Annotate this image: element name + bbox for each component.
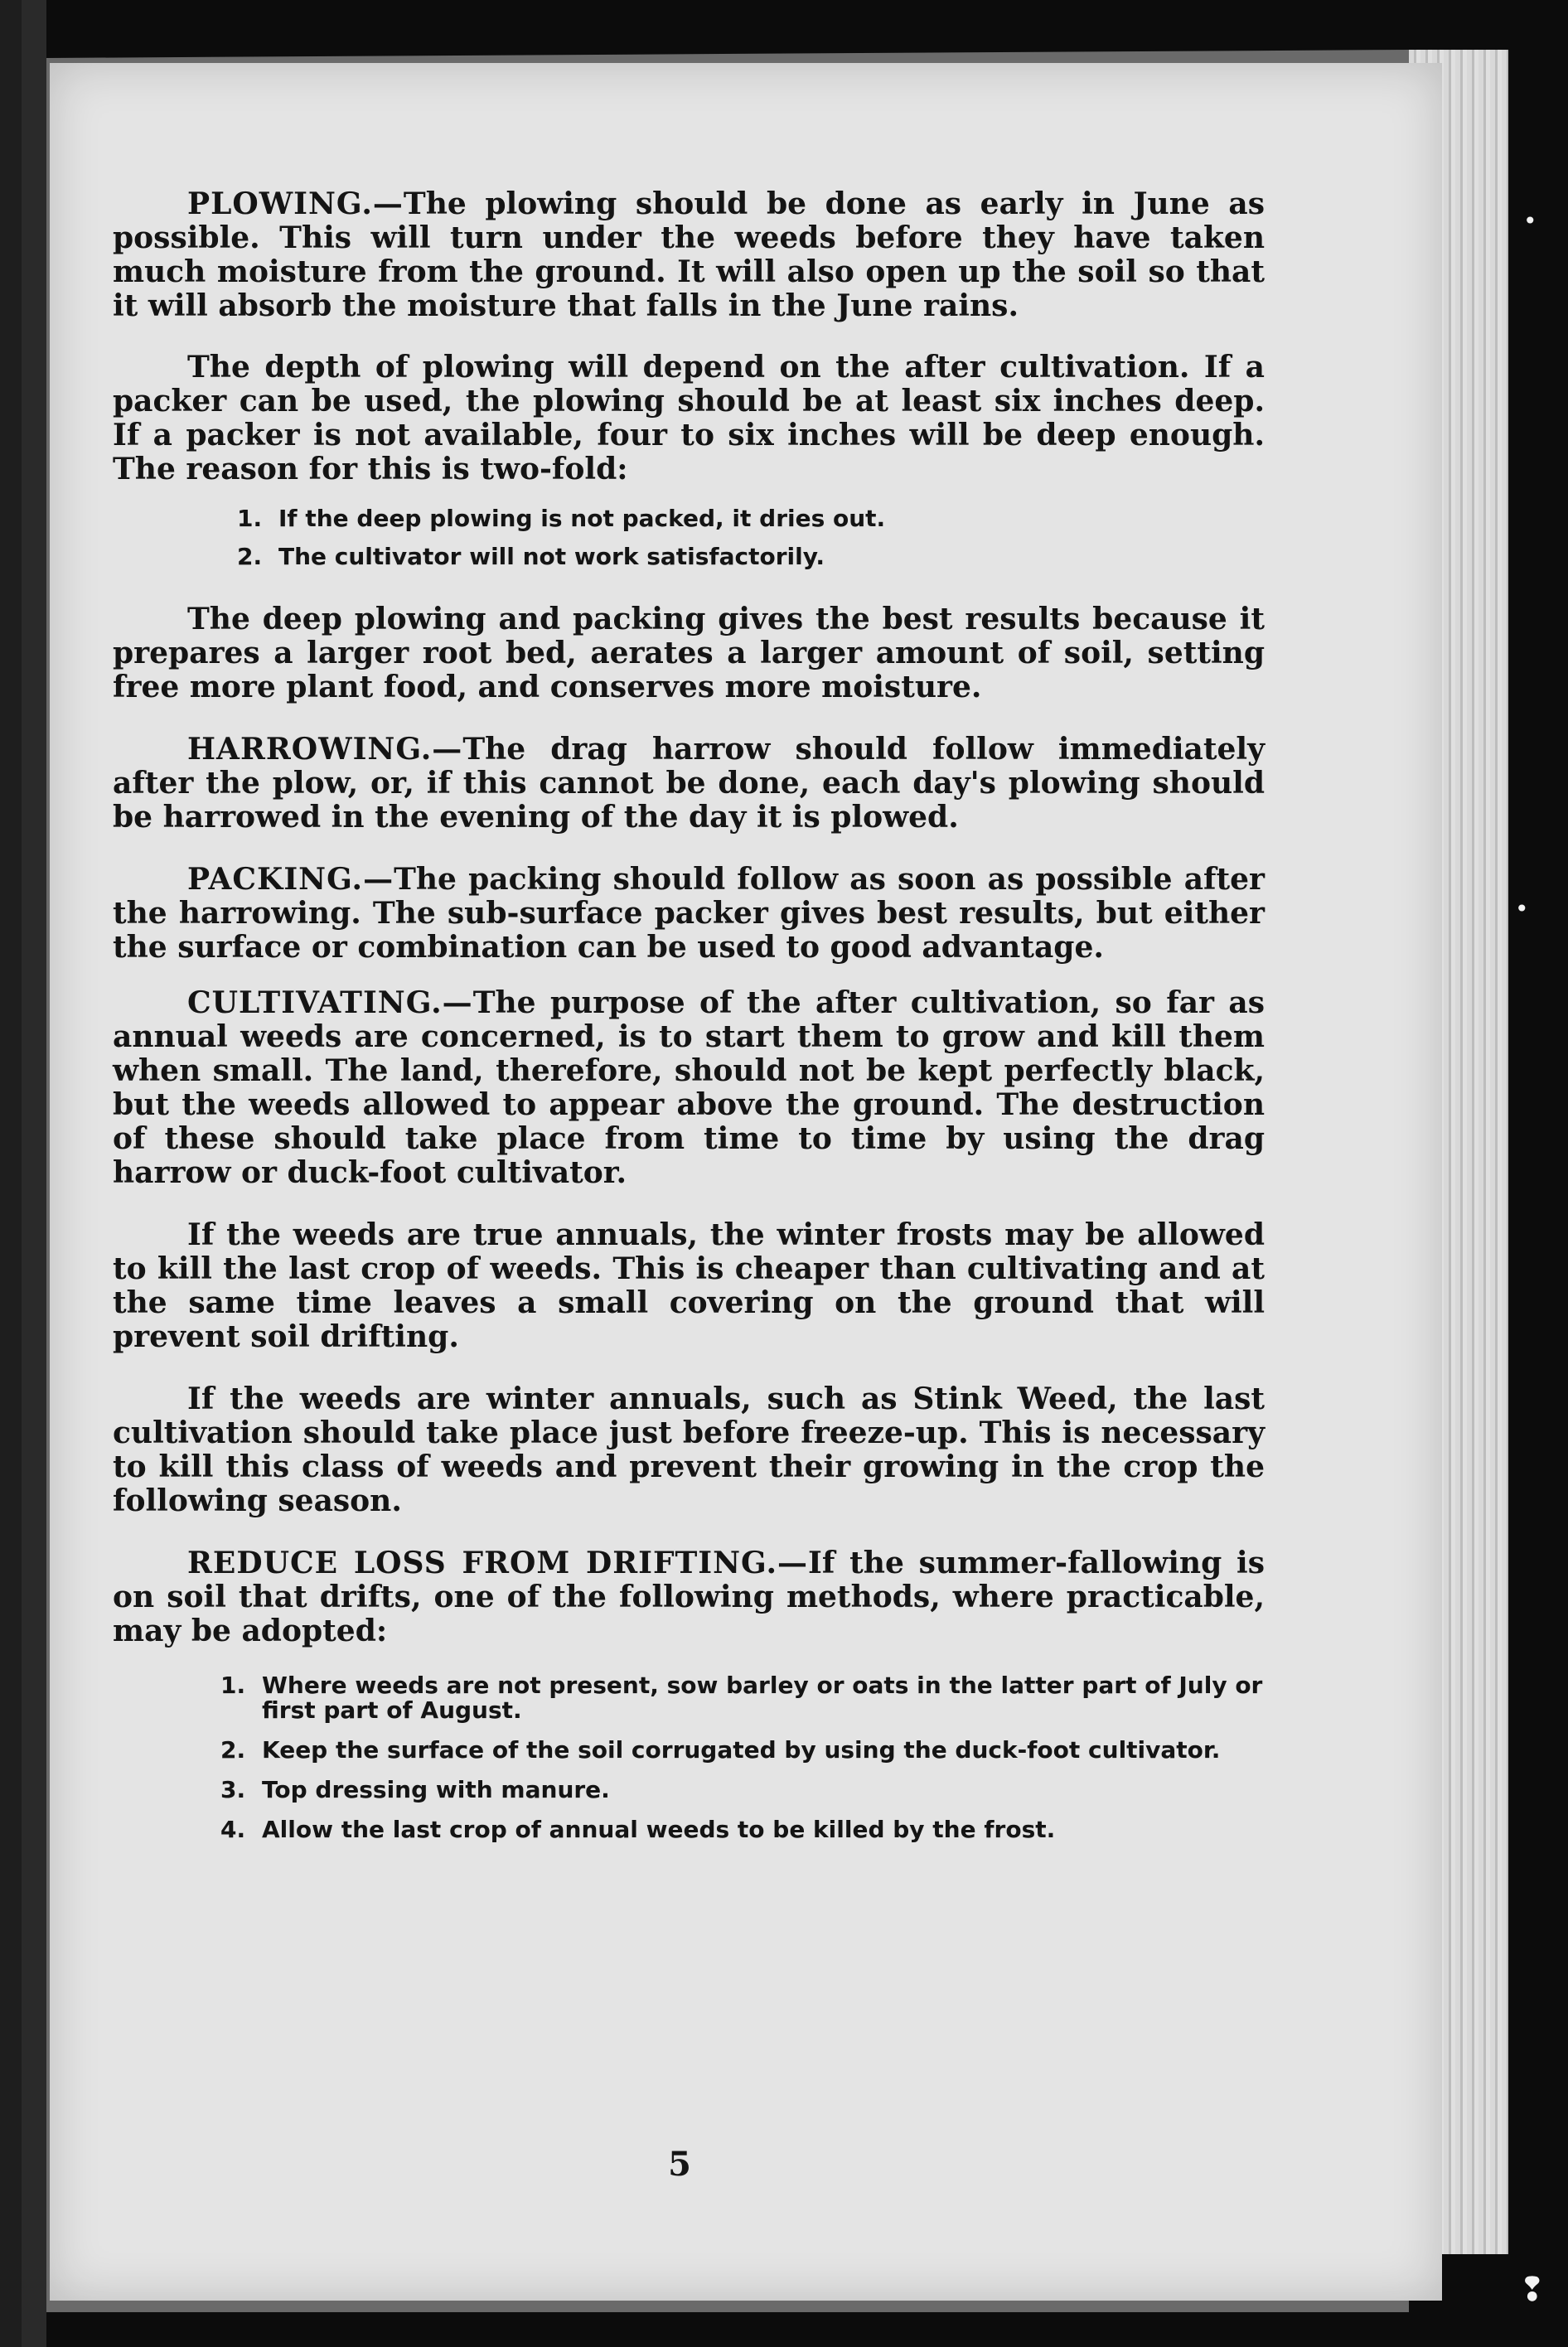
- list-text: The cultivator will not work satisfactorily.: [278, 543, 825, 570]
- page-number: 5: [668, 2145, 691, 2184]
- heading-plowing: PLOWING.—: [187, 186, 404, 221]
- paragraph-harrowing: [113, 733, 1265, 835]
- heading-harrowing: HARROWING.—: [187, 732, 463, 767]
- list-text: Keep the surface of the soil corrugated by using the duck-foot cultivator.: [262, 1736, 1221, 1764]
- scan-speck: •: [1523, 207, 1537, 235]
- paragraph-depth: [113, 351, 1265, 486]
- list-item: [220, 1817, 1265, 1842]
- list-number: 3.: [220, 1776, 246, 1803]
- list-text: Where weeds are not present, sow barley or oats in the latter part of July or first part of August.: [262, 1672, 1263, 1724]
- list-item: [220, 1673, 1265, 1723]
- paragraph-packing: [113, 863, 1265, 965]
- reasons-list: [237, 506, 1265, 569]
- list-number: 2.: [237, 543, 263, 570]
- list-item: [220, 1778, 1265, 1803]
- paragraph-true-annuals: [113, 1218, 1265, 1354]
- text-cultivating: The purpose of the after cultivation, so far as annual weeds are concerned, is to start them to grow and kill them when small. The land, therefore, should not be kept perfectly black, but the weeds allowed to appear above the ground. The destruction of these should take place from time to time by using the drag harrow or duck-foot cultivator.: [113, 985, 1265, 1190]
- list-item: [220, 1738, 1265, 1763]
- list-number: 1.: [220, 1672, 246, 1699]
- paragraph-plowing: [113, 187, 1265, 323]
- paragraph-cultivating: [113, 986, 1265, 1190]
- list-number: 2.: [220, 1736, 246, 1764]
- list-text: Allow the last crop of annual weeds to be killed by the frost.: [262, 1816, 1056, 1843]
- text-depth: The depth of plowing will depend on the after cultivation. If a packer can be used, the plowing should be at least six inches deep. If a packer is not available, four to six inches will be deep enough. The reason for this is two-fold:: [113, 350, 1265, 486]
- paragraph-deep-plowing: [113, 602, 1265, 704]
- heading-drifting: REDUCE LOSS FROM DRIFTING.—: [187, 1546, 809, 1580]
- list-text: If the deep plowing is not packed, it dries out.: [278, 505, 886, 532]
- text-true-annuals: If the weeds are true annuals, the winter frosts may be allowed to kill the last crop of weeds. This is cheaper than cultivating and at the same time leaves a small covering on the ground that will prevent soil drifting.: [113, 1217, 1265, 1354]
- text-plowing: The plowing should be done as early in June as possible. This will turn under the weeds before they have taken much moisture from the ground. It will also open up the soil so that it will absorb the moisture that falls in the June rains.: [113, 186, 1265, 323]
- text-packing: The packing should follow as soon as possible after the harrowing. The sub-surface packer gives best results, but either the surface or combination can be used to good advantage.: [113, 862, 1265, 965]
- scan-speck: •: [1515, 895, 1529, 922]
- list-number: 1.: [237, 505, 263, 532]
- text-winter-annuals: If the weeds are winter annuals, such as Stink Weed, the last cultivation should take place just before freeze-up. This is necessary to kill this class of weeds and prevent their growing in the crop the following season.: [113, 1382, 1265, 1518]
- heading-packing: PACKING.—: [187, 862, 394, 897]
- scan-speck: ❢: [1518, 2271, 1546, 2309]
- methods-list: [220, 1673, 1265, 1842]
- text-drifting: If the summer-fallowing is on soil that drifts, one of the following methods, where practicable, may be adopted:: [113, 1546, 1265, 1648]
- paragraph-drifting: [113, 1546, 1265, 1648]
- text-deep-plowing: The deep plowing and packing gives the best results because it prepares a larger root bed, aerates a larger amount of soil, setting free more plant food, and conserves more moisture.: [113, 602, 1265, 704]
- list-text: Top dressing with manure.: [262, 1776, 610, 1803]
- list-item: [237, 506, 1265, 531]
- paragraph-winter-annuals: [113, 1382, 1265, 1518]
- list-number: 4.: [220, 1816, 246, 1843]
- text-harrowing: The drag harrow should follow immediately after the plow, or, if this cannot be done, each day's plowing should be harrowed in the evening of the day it is plowed.: [113, 732, 1265, 835]
- page-text: [113, 187, 1265, 1842]
- list-item: [237, 544, 1265, 569]
- heading-cultivating: CULTIVATING.—: [187, 985, 473, 1020]
